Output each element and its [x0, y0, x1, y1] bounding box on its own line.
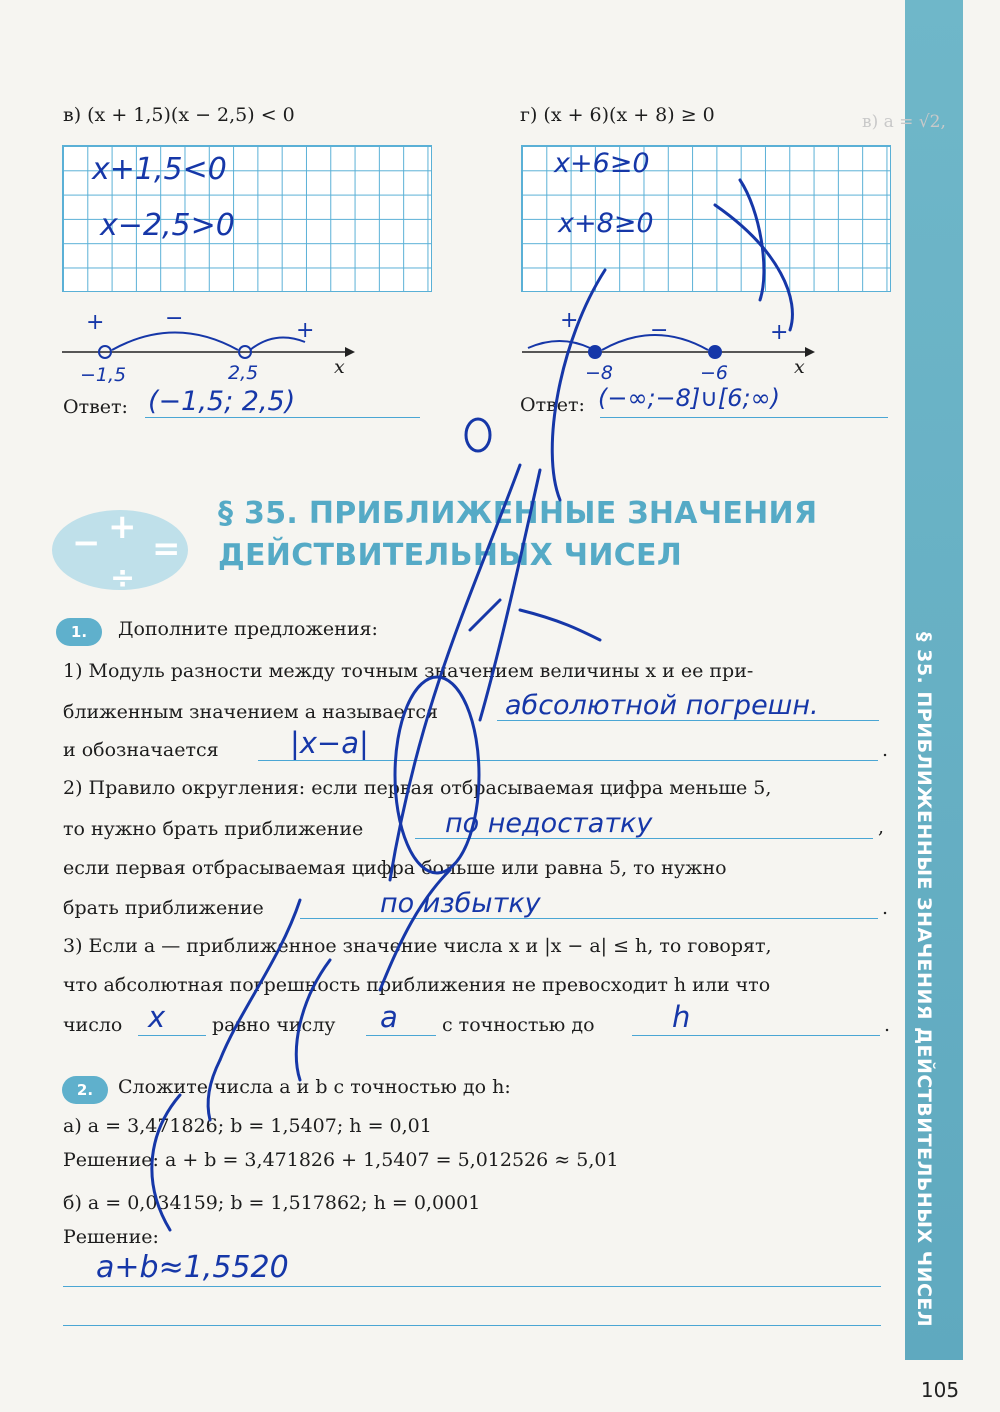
task-g-work-2: x+8≥0	[558, 208, 654, 239]
task-g-title: г) (x + 6)(x + 8) ≥ 0	[520, 104, 715, 126]
task2-a-solution: Решение: a + b = 3,471826 + 1,5407 = 5,012526 ≈ 5,01	[63, 1149, 619, 1171]
task2-b-line: б) a = 0,034159; b = 1,517862; h = 0,0001	[63, 1192, 481, 1214]
task-g-sign-minus: −	[650, 318, 669, 343]
task1-p1-period: .	[882, 739, 889, 761]
task-v-title: в) (x + 1,5)(x − 2,5) < 0	[63, 104, 295, 126]
task2-b-answer: a+b≈1,5520	[96, 1250, 289, 1285]
task1-p3-line1: 3) Если a — приближенное значение числа x и |x − a| ≤ h, то говорят,	[63, 935, 772, 957]
task1-p2-period: .	[882, 897, 889, 919]
page-number: 105	[920, 1378, 960, 1402]
task-g-sign-plus-2: +	[770, 320, 789, 345]
task1-p2-line1: 2) Правило округления: если первая отбрасываемая цифра меньше 5,	[63, 777, 772, 799]
task-g-answer: (−∞;−8]∪[6;∞)	[598, 384, 780, 412]
task-g-answer-label: Ответ:	[520, 394, 585, 416]
task1-p2-fill2: по избытку	[380, 888, 541, 919]
task-v-answer-label: Ответ:	[63, 396, 128, 418]
task1-p2-line4: брать приближение	[63, 897, 264, 919]
section-logo-icon	[48, 502, 198, 594]
section-title	[218, 493, 817, 577]
task-v-sign-plus-1: +	[86, 310, 105, 335]
task1-p3-word-3: с точностью до	[442, 1014, 595, 1036]
side-strip-title: § 35. ПРИБЛИЖЕННЫЕ ЗНАЧЕНИЯ ДЕЙСТВИТЕЛЬНЫХ ЧИСЕЛ	[913, 632, 935, 1328]
task-v-axis-label: x	[334, 356, 345, 378]
task2-number-badge: 2.	[62, 1076, 108, 1104]
task1-p3-fill2: a	[380, 1000, 398, 1034]
task2-b-label: Решение:	[63, 1226, 159, 1248]
task-v-point-2: 2,5	[228, 362, 259, 384]
task1-p3-line2: что абсолютная погрешность приближения не превосходит h или что	[63, 974, 771, 996]
task1-p1-line1: 1) Модуль разности между точным значением величины x и ее при-	[63, 660, 754, 682]
task1-p3-word-1: число	[63, 1014, 123, 1036]
task-g-point-1: −8	[585, 362, 614, 384]
task2-heading: Сложите числа a и b с точностью до h:	[118, 1076, 511, 1098]
task1-heading: Дополните предложения:	[118, 618, 378, 640]
task-v-sign-plus-2: +	[296, 318, 315, 343]
task1-p3-fill3-line	[632, 1007, 880, 1036]
task2-b-answer-line-1	[63, 1286, 881, 1287]
task1-p2-fill1: по недостатку	[445, 808, 653, 839]
task1-p3-period: .	[884, 1014, 891, 1036]
task-v-sign-minus: −	[165, 306, 184, 331]
task1-p2-line3: если первая отбрасываемая цифра больше или равна 5, то нужно	[63, 857, 727, 879]
task-v-work-2: x−2,5>0	[100, 208, 235, 243]
task2-b-answer-line-2	[63, 1325, 881, 1326]
svg-text:=: =	[152, 529, 181, 569]
task-g-point-2: −6	[700, 362, 729, 384]
task1-p2-comma: ,	[878, 816, 885, 838]
task1-p3-word-2: равно числу	[212, 1014, 336, 1036]
section-title-line-1: § 35. ПРИБЛИЖЕННЫЕ ЗНАЧЕНИЯ	[218, 496, 818, 531]
task1-number-badge: 1.	[56, 618, 102, 646]
task1-p1-line3: и обозначается	[63, 739, 219, 761]
svg-text:+: +	[108, 507, 137, 547]
task2-a-line: а) a = 3,471826; b = 1,5407; h = 0,01	[63, 1115, 432, 1137]
task1-p3-fill3: h	[672, 1000, 691, 1034]
task-g-sign-plus-1: +	[560, 308, 579, 333]
section-title-line-2: ДЕЙСТВИТЕЛЬНЫХ ЧИСЕЛ	[218, 538, 683, 573]
ghost-note: в) a = √2,	[862, 112, 946, 132]
task-v-work-1: x+1,5<0	[92, 152, 227, 187]
task-g-axis-label: x	[794, 356, 805, 378]
task1-p1-line2: ближенным значением a называется	[63, 701, 438, 723]
task1-p2-line2: то нужно брать приближение	[63, 818, 364, 840]
svg-text:÷: ÷	[110, 561, 136, 594]
task-g-work-1: x+6≥0	[554, 148, 650, 179]
task-v-answer: (−1,5; 2,5)	[148, 386, 296, 417]
task1-p1-fill2: |x−a|	[290, 726, 369, 760]
task1-p3-fill2-line	[366, 1007, 436, 1036]
task-v-point-1: −1,5	[80, 364, 127, 386]
task1-p3-fill1: x	[148, 1000, 166, 1034]
svg-text:−: −	[72, 523, 101, 563]
task1-p1-fill1: абсолютной погрешн.	[505, 690, 819, 721]
